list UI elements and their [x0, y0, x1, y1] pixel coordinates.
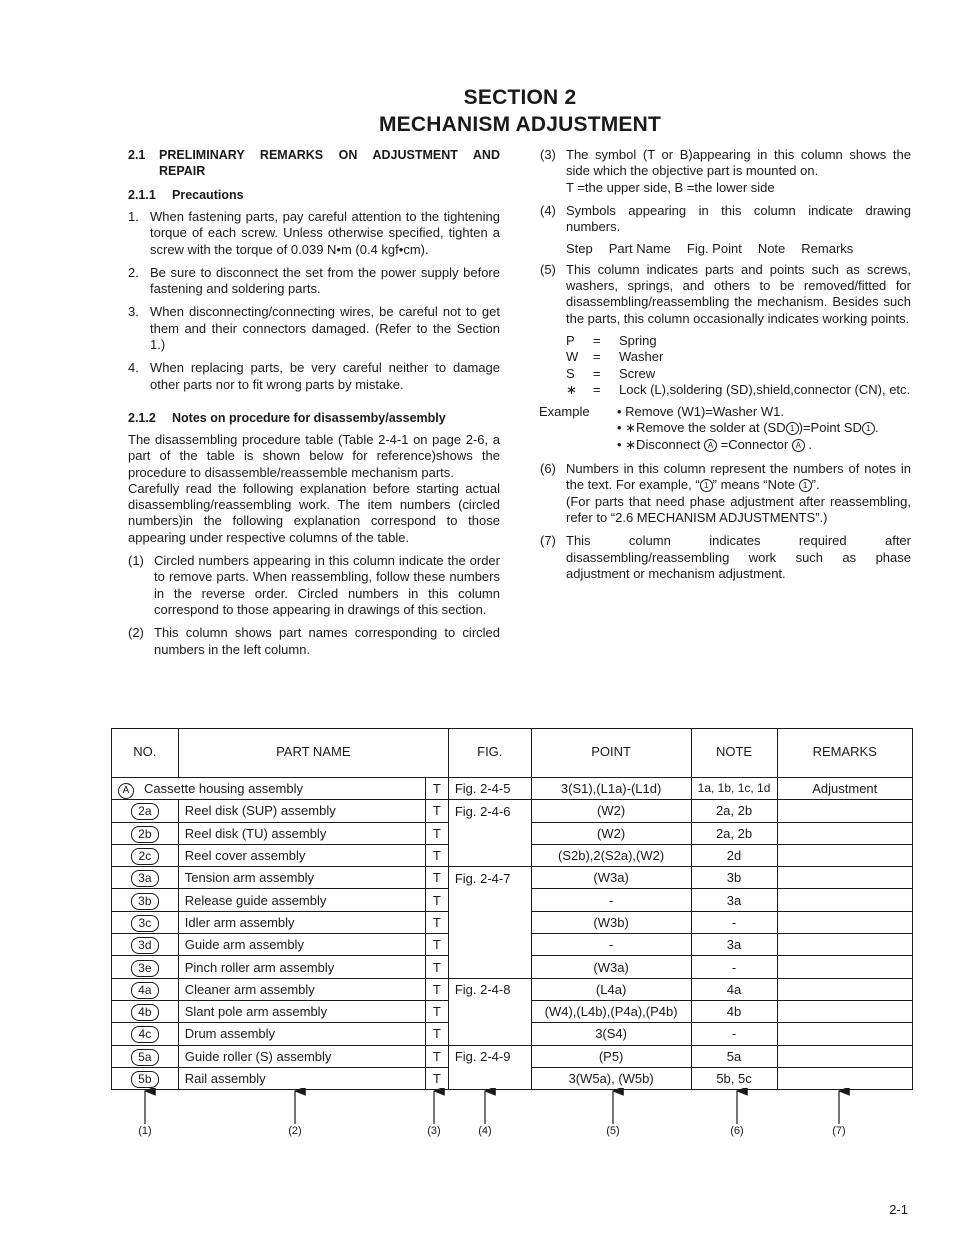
- precaution-item: 4. When replacing parts, be very careful neither to damage other parts nor to fit wrong parts by mistake.: [128, 360, 500, 392]
- column-name-list: Step Part Name Fig. Point Note Remarks: [566, 241, 854, 257]
- arrow-label: (6): [730, 1125, 744, 1137]
- circled-number-1: 1: [862, 422, 875, 435]
- table-row: 3d Guide arm assembly T - 3a: [112, 934, 913, 956]
- circled-letter-a: A: [792, 439, 805, 452]
- circled-number-1: 1: [799, 479, 812, 492]
- circled-letter-a: A: [118, 783, 134, 799]
- column-pointer-arrows: [0, 1088, 954, 1148]
- table-row: 4a Cleaner arm assembly T Fig. 2-4-8 (L4a) 4a: [112, 978, 913, 1000]
- symbol-row: ∗ = Lock (L),soldering (SD),shield,connector (CN), etc.: [566, 381, 911, 397]
- table-header-row: [112, 729, 913, 774]
- table-row: 4b Slant pole arm assembly T (W4),(L4b),(P4a),(P4b) 4b: [112, 1000, 913, 1022]
- arrow-label: (3): [427, 1125, 441, 1137]
- table-row: 5b Rail assembly T 3(W5a), (W5b) 5b, 5c: [112, 1067, 913, 1089]
- note-item: (4) Symbols appearing in this column indicate drawing numbers. Step Part Name Fig. Point Note Remarks: [540, 202, 911, 257]
- arrow-label: (7): [832, 1125, 846, 1137]
- page-number: 2-1: [889, 1202, 908, 1217]
- arrow-label: (5): [606, 1125, 620, 1137]
- header-point: POINT: [531, 729, 691, 774]
- table-row: 5a Guide roller (S) assembly T Fig. 2-4-9 (P5) 5a: [112, 1045, 913, 1067]
- arrow-label: (1): [138, 1125, 152, 1137]
- table-row: 3e Pinch roller arm assembly T (W3a) -: [112, 956, 913, 978]
- note-item: (5) This column indicates parts and points such as screws, washers, springs, and others to be removed/fitted for disassembling/reassembling the mechanism. Besides such the parts, this column occasionally indicates working points.: [540, 261, 911, 326]
- table-row: 2b Reel disk (TU) assembly T (W2) 2a, 2b: [112, 822, 913, 844]
- symbol-row: P = Spring: [566, 332, 657, 348]
- header-fig: FIG.: [448, 729, 531, 774]
- table-row: 2a Reel disk (SUP) assembly T Fig. 2-4-6 (W2) 2a, 2b: [112, 800, 913, 822]
- precaution-item: 1. When fastening parts, pay careful attention to the tightening torque of each screw. Unless otherwise specified, tighten a screw with the torque of 0.039 N•m (0.4 kgf•cm).: [128, 209, 500, 257]
- precaution-item: 2. Be sure to disconnect the set from the power supply before fastening and soldering parts.: [128, 264, 500, 297]
- table-row: A Cassette housing assembly T Fig. 2-4-5 3(S1),(L1a)-(L1d) 1a, 1b, 1c, 1d Adjustment: [112, 778, 913, 800]
- heading-2-1-2: 2.1.2 Notes on procedure for disassemby/assembly: [128, 410, 446, 425]
- note-item: (7) This column indicates required after disassembling/reassembling work such as phase adjustment or mechanism adjustment.: [540, 533, 911, 581]
- symbol-row: S = Screw: [566, 365, 656, 381]
- arrow-label: (2): [288, 1125, 302, 1137]
- right-column: [540, 147, 911, 589]
- table-row: 2c Reel cover assembly T (S2b),2(S2a),(W2) 2d: [112, 844, 913, 866]
- heading-2-1: 2.1 PRELIMINARY REMARKS ON ADJUSTMENT AND REPAIR: [128, 148, 500, 178]
- header-note: NOTE: [691, 729, 777, 774]
- precaution-item: 3. When disconnecting/connecting wires, be careful not to get them and their connectors damaged. (Refer to the Section 1.): [128, 304, 500, 353]
- table-row: 3b Release guide assembly T - 3a: [112, 889, 913, 911]
- circled-number-1: 1: [700, 479, 713, 492]
- arrow-label: (4): [478, 1125, 492, 1137]
- disassembly-table: [111, 728, 913, 1090]
- note-item: (3) The symbol (T or B)appearing in this column shows the side which the objective part is mounted on. T =the upper side, B =the lower side: [540, 147, 911, 195]
- left-column: [128, 147, 500, 665]
- note-item: (2) This column shows part names corresponding to circled numbers in the left column.: [128, 625, 500, 657]
- example-block: Example • Remove (W1)=Washer W1. • ∗Remove the solder at (SD 1 )=Point SD 1 . • ∗Disconnect A =Connector A .: [539, 404, 879, 452]
- header-part-name: PART NAME: [178, 729, 448, 774]
- table-row: 4c Drum assembly T 3(S4) -: [112, 1023, 913, 1045]
- header-no: NO.: [112, 729, 179, 774]
- table-row: 3c Idler arm assembly T (W3b) -: [112, 911, 913, 933]
- circled-number-1: 1: [786, 422, 799, 435]
- procedure-paragraph: The disassembling procedure table (Table 2-4-1 on page 2-6, a part of the table is shown below for reference)shows the procedure to disassemble/reassemble mechanism parts.: [128, 431, 500, 480]
- circled-letter-a: A: [704, 439, 717, 452]
- note-item: (1) Circled numbers appearing in this column indicate the order to remove parts. When reassembling, follow these numbers in the reverse order. Circled numbers in this column correspond to those appearing in drawings of this section.: [128, 553, 500, 617]
- note-item: (6) Numbers in this column represent the numbers of notes in the text. For example, “ 1 ” means “Note 1 ”. (For parts that need phase adjustment after reassembling, refer to “2.6 MECHANISM ADJUSTMENTS”.): [540, 461, 911, 525]
- section-number: SECTION 2: [463, 86, 577, 109]
- procedure-paragraph: Carefully read the following explanation before starting actual disassembling/reassembling work. The item numbers (circled numbers)in the following explanation correspond to those appearing under respective columns of the table.: [128, 480, 500, 545]
- header-remarks: REMARKS: [777, 729, 912, 774]
- heading-2-1-1: 2.1.1 Precautions: [128, 188, 244, 202]
- symbol-row: W = Washer: [566, 349, 664, 365]
- section-title: MECHANISM ADJUSTMENT: [378, 113, 662, 136]
- symbol-legend: [566, 333, 911, 398]
- table-row: 3a Tension arm assembly T Fig. 2-4-7 (W3a) 3b: [112, 867, 913, 889]
